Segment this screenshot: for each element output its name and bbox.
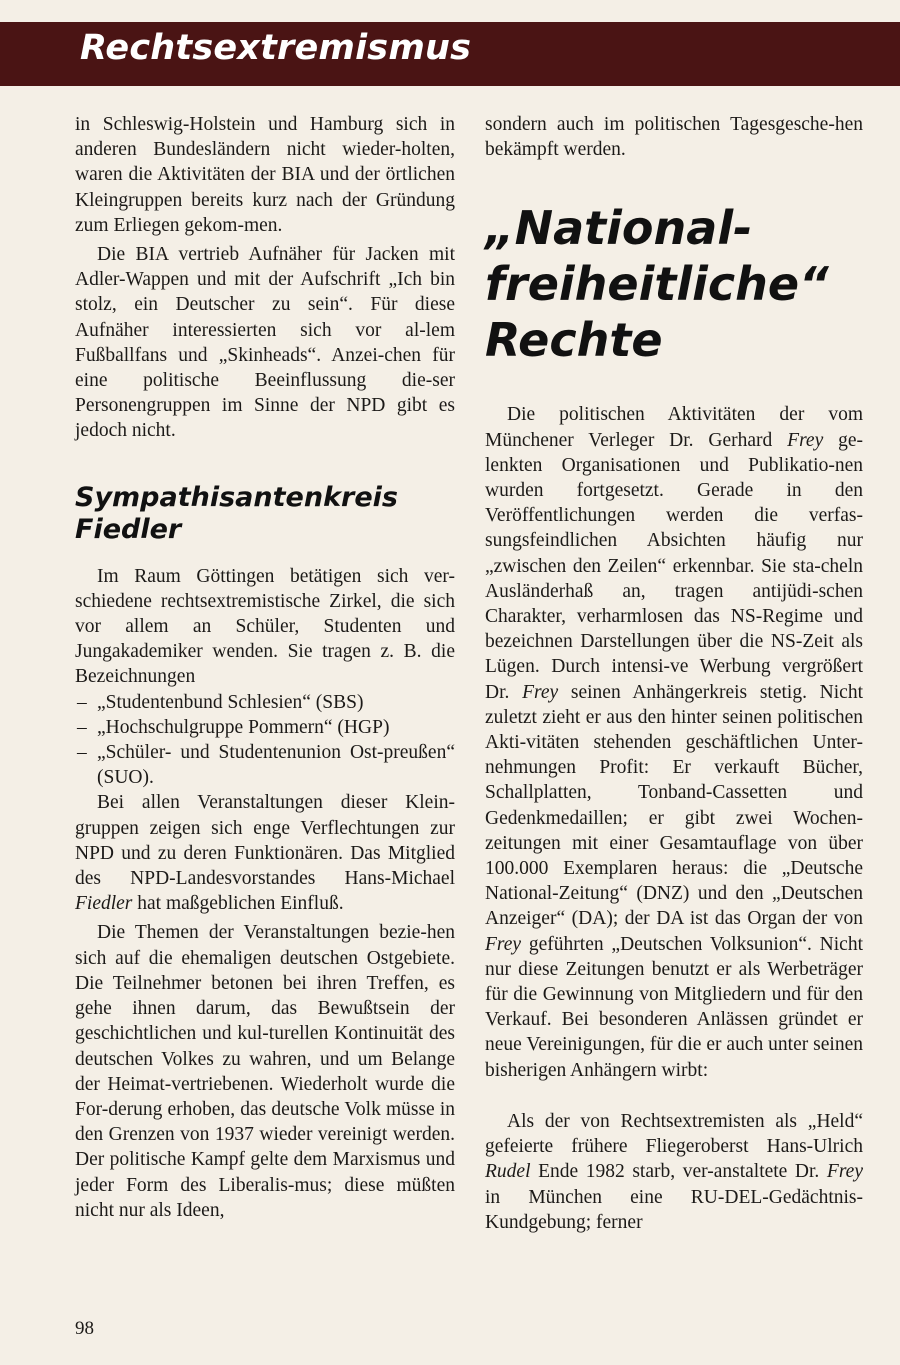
text-run: Bei allen Veranstaltungen dieser Klein-gruppen zeigen sich enge Verflechtungen zur NPD und zu deren Funktionären. Das Mitglied des NPD-Landesvorstandes Hans-Michael (75, 792, 455, 890)
section-heading-sympathisantenkreis: Sympathisantenkreis Fiedler (75, 481, 398, 545)
text-run: hat maßgeblichen Einfluß. (132, 893, 344, 915)
left-paragraph-2: Die BIA vertrieb Aufnäher für Jacken mit Adler-Wappen und mit der Aufschrift „Ich bin stolz, ein Deutscher zu sein“. Für diese Aufnäher interessierten sich vor al-lem Fußballfans und „Skinheads“. Anzei-chen für eine politische Beeinflussung die-ser Personengruppen im Sinne der NPD gibt es jedoch nicht. (75, 244, 455, 442)
person-name-italic: Frey (826, 1161, 863, 1183)
page-number: 98 (75, 1318, 94, 1339)
heading-line: Rechte (485, 313, 663, 368)
text-run: Als der von Rechtsextremisten als „Held“ gefeierte frühere Fliegeroberst Hans-Ulrich (485, 1110, 863, 1158)
list-item: – „Hochschulgruppe Pommern“ (HGP) (75, 715, 455, 740)
heading-line: freiheitliche“ (485, 257, 829, 312)
right-paragraph-3 (485, 1109, 863, 1235)
left-paragraph-3: Im Raum Göttingen betätigen sich ver-schiedene rechtsextremistische Zirkel, die sich vor allem an Schüler, Studenten und Jungakademiker wenden. Sie tragen z. B. die Bezeichnungen (75, 565, 455, 688)
person-name-italic: Frey (522, 681, 559, 703)
text-run: Die politischen Aktivitäten der vom Münchener Verleger Dr. Gerhard (485, 404, 863, 451)
text-run: seinen Anhängerkreis stetig. Nicht zuletzt zieht er aus den hinter seinen politischen Akti-vitäten stehenden geschäftlichen Unter-nehmungen Profit: Er verkauft Bücher, Schallplatten, Tonband-Cassetten und Gedenkmedaillen; er gibt zwei Wochen-zeitungen mit einer Gesamtauflage von über 100.000 Exemplaren heraus: die „Deutsche National-Zeitung“ (DNZ) und den „Deutschen Anzeiger“ (DA); der DA ist das Organ der von (485, 681, 864, 930)
heading-line: „National- (485, 201, 753, 256)
right-paragraph-2 (485, 402, 863, 1082)
person-name-italic: Frey (787, 429, 824, 451)
text-run: in München eine RU-DEL-Gedächtnis-Kundgebung; ferner (485, 1186, 863, 1233)
person-name-italic: Fiedler (75, 893, 133, 915)
text-run: geführten „Deutschen Volksunion“. Nicht nur diese Zeitungen benutzt er als Werbeträger für die Gewinnung von Mitgliedern und für den Verkauf. Bei besonderen Anlässen gründet er neue Vereinigungen, für die er auch unter seinen bisherigen Anhängern wirbt: (485, 933, 863, 1081)
header-band (0, 22, 900, 86)
list-item: – „Studentenbund Schlesien“ (SBS) (75, 690, 455, 715)
left-paragraph-4 (75, 790, 455, 916)
organization-list (75, 690, 455, 791)
section-heading-nationalfreiheitliche-rechte (485, 200, 863, 368)
text-run: ge-lenkten Organisationen und Publikatio-nen wurden fortgesetzt. Gerade in den Veröffentlichungen werden die verfas-sungsfeindlichen Absichten häufig nur „zwischen den Zeilen“ erkennbar. Sie sta-cheln Ausländerhaß an, tragen antijüdi-schen Charakter, verharmlosen das NS-Regime und bezeichnen Darstellungen über die NS-Zeit als Lügen. Durch intensi-ve Werbung vergrößert Dr. (485, 429, 863, 703)
left-paragraph-5: Die Themen der Veranstaltungen bezie-hen sich auf die ehemaligen deutschen Ostgebiete. Die Teilnehmer betonen bei ihren Treffen, es gehe ihnen darum, das Bewußtsein der geschichtlichen und kul-turellen Kontinuität des deutschen Volkes zu wahren, und um Belange der Heimat-vertriebenen. Wiederholt wurde die For-derung erhoben, das deutsche Volk müsse in den Grenzen von 1937 wieder vereinigt werden. Der politische Kampf gelte dem Marxismus und jeder Form des Liberalis-mus; diese müßten nicht nur als Ideen, (75, 922, 455, 1221)
running-header-title: Rechtsextremismus (80, 28, 472, 68)
list-item: – „Schüler- und Studentenunion Ost-preußen“ (SUO). (75, 740, 455, 790)
text-run: Ende 1982 starb, ver-anstaltete Dr. (530, 1161, 827, 1183)
right-column (485, 112, 863, 1235)
person-name-italic: Rudel (485, 1161, 531, 1183)
person-name-italic: Frey (485, 933, 522, 955)
left-paragraph-1: in Schleswig-Holstein und Hamburg sich in anderen Bundesländern nicht wieder-holten, waren die Aktivitäten der BIA und der örtlichen Kleingruppen bereits kurz nach der Gründung zum Erliegen gekom-men. (75, 114, 455, 236)
right-paragraph-1: sondern auch im politischen Tagesgesche-hen bekämpft werden. (485, 114, 863, 161)
left-column (75, 112, 455, 1223)
